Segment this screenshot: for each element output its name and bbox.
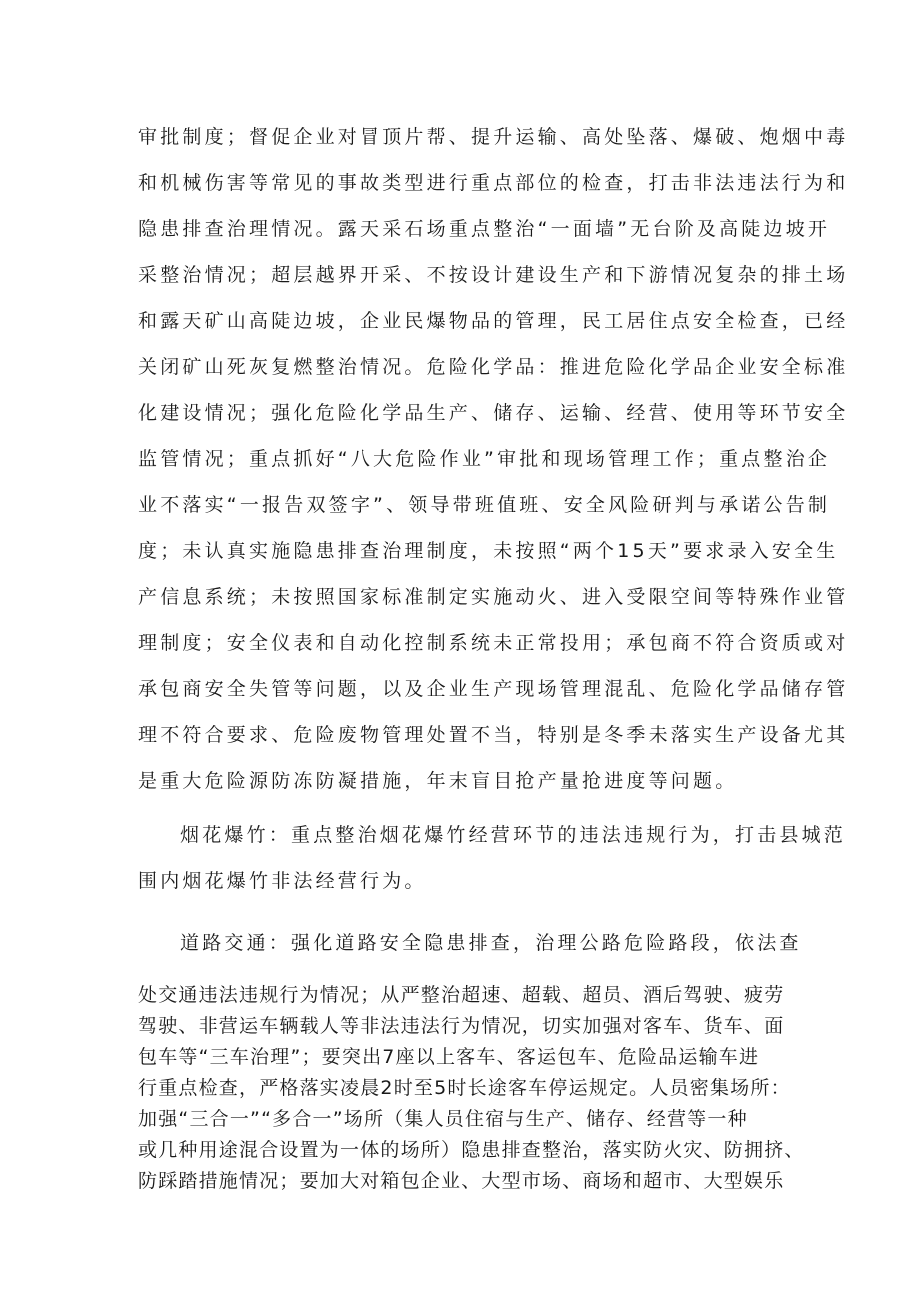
paragraph-first-line: 道路交通：强化道路安全隐患排查，治理公路危险路段，依法查 <box>180 932 802 954</box>
text-line: 和露天矿山高陡边坡，企业民爆物品的管理，民工居住点安全检查，已经 <box>138 310 849 332</box>
text-line: 业不落实“一报告双签字”、领导带班值班、安全风险研判与承诺公告制 <box>138 494 831 516</box>
text-line: 监管情况；重点抓好“八大危险作业”审批和现场管理工作；重点整治企 <box>138 448 831 470</box>
text-line: 审批制度；督促企业对冒顶片帮、提升运输、高处坠落、爆破、炮烟中毒 <box>138 126 849 148</box>
text-line: 加强“三合一”“多合一”场所（集人员住宿与生产、储存、经营等一种 <box>138 1108 748 1130</box>
text-line: 和机械伤害等常见的事故类型进行重点部位的检查，打击非法违法行为和 <box>138 172 849 194</box>
paragraph-first-line: 烟花爆竹：重点整治烟花爆竹经营环节的违法违规行为，打击县城范 <box>180 824 847 846</box>
text-line: 驾驶、非营运车辆载人等非法违法行为情况，切实加强对客车、货车、面 <box>138 1015 785 1037</box>
text-line: 隐患排查治理情况。露天采石场重点整治“一面墙”无台阶及高陡边坡开 <box>138 218 831 240</box>
text-line: 处交通违法违规行为情况；从严整治超速、超载、超员、酒后驾驶、疲劳 <box>138 984 785 1006</box>
text-line: 采整治情况；超层越界开采、不按设计建设生产和下游情况复杂的排土场 <box>138 264 849 286</box>
text-line: 化建设情况；强化危险化学品生产、储存、运输、经营、使用等环节安全 <box>138 402 849 424</box>
text-line: 行重点检查，严格落实凌晨2时至5时长途客车停运规定。人员密集场所： <box>138 1077 791 1099</box>
text-line: 理不符合要求、危险废物管理处置不当，特别是冬季未落实生产设备尤其 <box>138 724 849 746</box>
text-line: 关闭矿山死灰复燃整治情况。危险化学品：推进危险化学品企业安全标准 <box>138 356 849 378</box>
text-line: 承包商安全失管等问题，以及企业生产现场管理混乱、危险化学品储存管 <box>138 678 849 700</box>
text-line: 度；未认真实施隐患排查治理制度，未按照“两个15天”要求录入安全生 <box>138 540 839 562</box>
text-line: 理制度；安全仪表和自动化控制系统未正常投用；承包商不符合资质或对 <box>138 632 849 654</box>
text-line: 是重大危险源防冻防凝措施，年末盲目抢产量抢进度等问题。 <box>138 770 738 792</box>
text-line: 或几种用途混合设置为一体的场所）隐患排查整治，落实防火灾、防拥挤、 <box>138 1139 805 1161</box>
text-line: 防踩踏措施情况；要加大对箱包企业、大型市场、商场和超市、大型娱乐 <box>138 1170 785 1192</box>
text-line: 围内烟花爆竹非法经营行为。 <box>138 870 427 892</box>
text-line: 产信息系统；未按照国家标准制定实施动火、进入受限空间等特殊作业管 <box>138 586 849 608</box>
text-line: 包车等“三车治理”；要突出7座以上客车、客运包车、危险品运输车进 <box>138 1046 760 1068</box>
